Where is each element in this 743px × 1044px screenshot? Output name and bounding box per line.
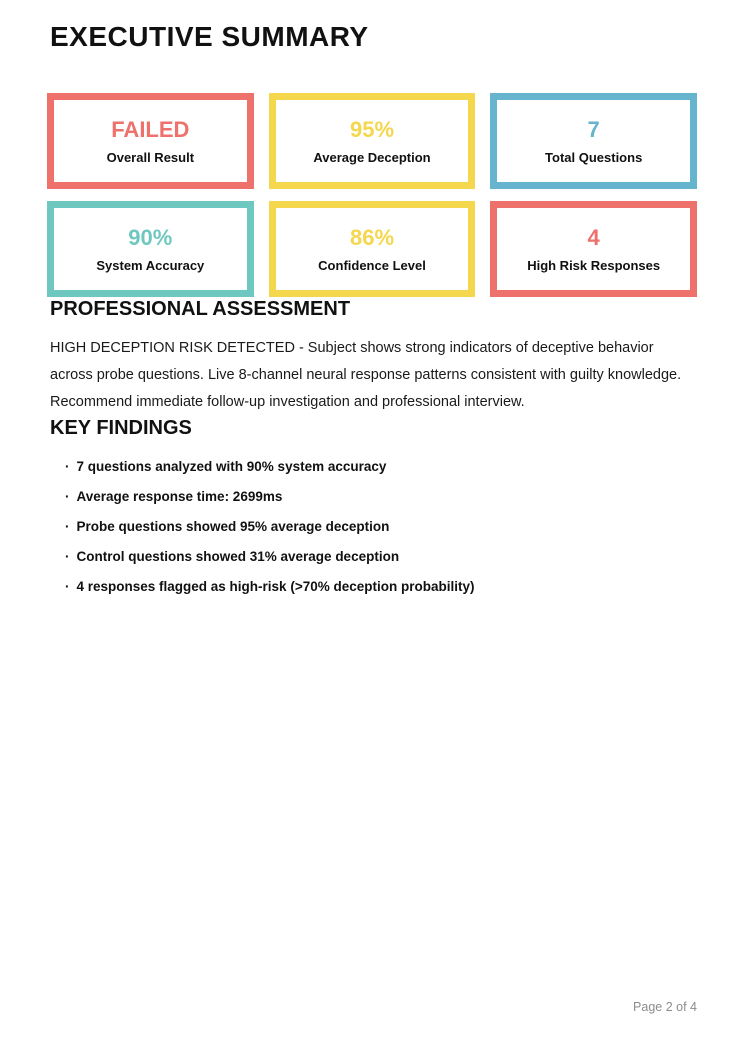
bullet-glyph: · bbox=[65, 579, 70, 594]
key-finding-item bbox=[65, 550, 697, 564]
key-finding-text: 4 responses flagged as high-risk (>70% deception probability) bbox=[76, 579, 475, 594]
stat-value-high-risk-responses: 4 bbox=[587, 224, 600, 250]
page-title: EXECUTIVE SUMMARY bbox=[50, 21, 369, 52]
stat-card-total-questions bbox=[490, 93, 697, 189]
stat-card-average-deception bbox=[269, 93, 476, 189]
stat-label-overall-result: Overall Result bbox=[106, 149, 195, 165]
key-findings-heading: KEY FINDINGS bbox=[50, 417, 192, 439]
stat-label-total-questions: Total Questions bbox=[545, 149, 643, 165]
stat-card-confidence-level bbox=[269, 201, 476, 297]
stat-value-overall-result: FAILED bbox=[111, 116, 190, 142]
key-finding-item bbox=[65, 580, 697, 594]
stat-label-high-risk-responses: High Risk Responses bbox=[527, 257, 661, 273]
summary-stats-grid bbox=[47, 93, 697, 297]
stat-value-system-accuracy: 90% bbox=[128, 224, 173, 250]
assessment-body: HIGH DECEPTION RISK DETECTED - Subject shows strong indicators of deceptive behavior across probe questions. Live 8-channel neural response patterns consistent with guilty knowledge. Recommend immediate follow-up investigation and professional interview. bbox=[50, 340, 682, 410]
stat-card-system-accuracy bbox=[47, 201, 254, 297]
bullet-glyph: · bbox=[65, 519, 70, 534]
bullet-glyph: · bbox=[65, 549, 70, 564]
key-finding-text: Average response time: 2699ms bbox=[76, 489, 283, 504]
stat-value-confidence-level: 86% bbox=[349, 224, 395, 250]
page-number: Page 2 of 4 bbox=[633, 1000, 697, 1014]
stat-label-system-accuracy: System Accuracy bbox=[96, 257, 205, 273]
key-finding-item bbox=[65, 520, 697, 534]
stat-value-average-deception: 95% bbox=[349, 116, 395, 142]
key-finding-item bbox=[65, 460, 697, 474]
stat-label-confidence-level: Confidence Level bbox=[318, 257, 426, 273]
key-findings-list bbox=[50, 460, 697, 594]
stat-value-total-questions: 7 bbox=[587, 116, 600, 142]
bullet-glyph: · bbox=[65, 489, 70, 504]
key-finding-item bbox=[65, 490, 697, 504]
assessment-heading: PROFESSIONAL ASSESSMENT bbox=[50, 298, 351, 320]
stat-label-average-deception: Average Deception bbox=[313, 149, 431, 165]
key-finding-text: Control questions showed 31% average deception bbox=[76, 549, 400, 564]
key-finding-text: Probe questions showed 95% average deception bbox=[76, 519, 390, 534]
key-finding-text: 7 questions analyzed with 90% system accuracy bbox=[76, 459, 387, 474]
report-content bbox=[0, 20, 743, 594]
stat-card-overall-result bbox=[47, 93, 254, 189]
stat-card-high-risk-responses bbox=[490, 201, 697, 297]
bullet-glyph: · bbox=[65, 459, 70, 474]
